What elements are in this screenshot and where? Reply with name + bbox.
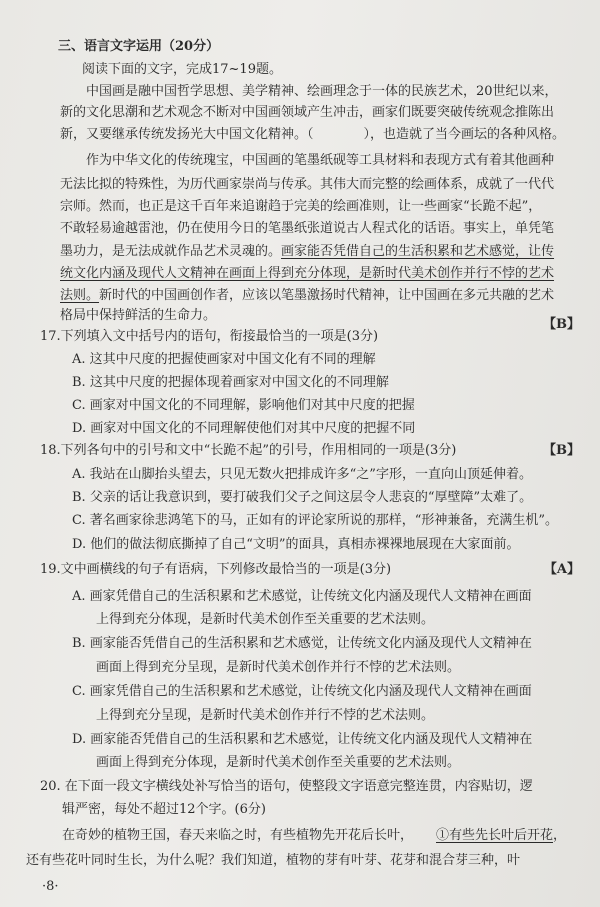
question-stem: 17.下列填入文中括号内的语句，衔接最恰当的一项是(3分) <box>40 329 379 344</box>
option-d-cont: 画面上得到充分体现，是新时代美术创作至关重要的艺术法则。 <box>96 755 461 770</box>
passage-line <box>26 852 520 870</box>
option-a: A. 这其中尺度的把握使画家对中国文化有不同的理解 <box>72 352 376 367</box>
answer-mark: 【B】 <box>543 317 580 332</box>
passage-line <box>60 243 554 261</box>
section-title: 三、语言文字运用（20分） <box>58 39 220 54</box>
passage-line: 在奇妙的植物王国，春天来临之时，有些植物先开花后长叶， <box>62 828 414 843</box>
passage-line: 格局中保持鲜活的生命力。 <box>60 308 217 323</box>
passage-text: 新时代的中国画创作者，应该以笔墨激扬时代精神，让中国画在多元共融的艺术 <box>99 288 555 303</box>
option-b: B. 这其中尺度的把握体现着画家对中国文化的不同理解 <box>72 375 389 390</box>
question-stem: 19.文中画横线的句子有语病，下列修改最恰当的一项是(3分) <box>40 562 392 577</box>
passage-line: 无法比拟的特殊性，为历代画家崇尚与传承。其伟大而完整的绘画体系，成就了一代代 <box>60 177 555 192</box>
passage-line: 宗师。然而，也正是这千百年来追谢趋于完美的绘画准则，让一些画家“长跪不起”， <box>60 199 542 214</box>
passage-line: 作为中华文化的传统瑰宝，中国画的笔墨纸砚等工具材料和表现方式有着其他画种 <box>86 153 555 168</box>
answer-mark: 【A】 <box>543 562 580 577</box>
underlined-sentence: 法则。 <box>60 288 100 303</box>
passage-text: 还有些花叶同时生长，为什么呢？我们知道，植物的芽有叶芽、花芽和混合芽三种，叶 <box>26 853 521 868</box>
passage-text: 新，又要继承传统发扬光大中国文化精神。（ <box>60 127 314 142</box>
option-c: C. 画家凭借自己的生活积累和艺术感觉，让传统文化内涵及现代人文精神在画面 <box>72 684 532 699</box>
option-d: D. 画家能否凭借自己的生活积累和艺术感觉，让传统文化内涵及现代人文精神在 <box>72 732 533 747</box>
option-d: D. 画家对中国文化的不同理解使他们对其中尺度的把握不同 <box>72 421 416 436</box>
option-a: A. 我站在山脚抬头望去，只见无数火把排成许多“之”字形，一直向山顶延伸着。 <box>72 467 532 482</box>
passage-line <box>60 287 554 305</box>
option-d: D. 他们的做法彻底撕掉了自己“文明”的面具，真相赤裸裸地展现在大家面前。 <box>72 537 520 552</box>
option-b: B. 父亲的话让我意识到，要打破我们父子之间这层令人悲哀的“厚壁障”太难了。 <box>72 490 533 505</box>
instruction: 阅读下面的文字，完成17~19题。 <box>82 62 282 77</box>
passage-line <box>60 126 565 144</box>
option-a-cont: 上得到充分体现，是新时代美术创作至关重要的艺术法则。 <box>96 612 435 627</box>
answer-blank <box>436 827 566 845</box>
filled-answer: ①有些先长叶后开花 <box>436 828 554 843</box>
option-c: C. 画家对中国文化的不同理解，影响他们对其中尺度的把握 <box>72 398 415 413</box>
answer-mark: 【B】 <box>543 443 580 458</box>
passage-text: ），也造就了当今画坛的各种风格。 <box>363 127 566 142</box>
passage-line: 中国画是融中国哲学思想、美学精神、绘画理念于一体的民族艺术，20世纪以来， <box>86 84 558 99</box>
underlined-sentence: 画家能否凭借自己的生活积累和艺术感觉，让传 <box>281 244 555 259</box>
punctuation: ， <box>553 828 567 843</box>
passage-line: 新的文化思潮和艺术观念不断对中国画领域产生冲击，画家们既要突破传统观念推陈出 <box>60 105 555 120</box>
page-number: ·8· <box>42 879 59 894</box>
underlined-sentence: 统文化内涵及现代人文精神在画面上得到充分体现，是新时代美术创作并行不悖的艺术 <box>60 266 555 281</box>
passage-line: 不敢轻易逾越雷池，仍在使用今日的笔墨纸张道说古人程式化的话语。事实上，单凭笔 <box>60 221 555 236</box>
question-stem-cont: 辑严密，每处不超过12个字。(6分) <box>62 802 266 817</box>
option-c: C. 著名画家徐悲鸿笔下的马，正如有的评论家所说的那样，“形神兼备，充满生机”。 <box>72 513 559 528</box>
passage-text: 墨功力，是无法成就作品艺术灵魂的。 <box>60 244 282 259</box>
option-a: A. 画家凭借自己的生活积累和艺术感觉，让传统文化内涵及现代人文精神在画面 <box>72 589 532 604</box>
option-b-cont: 画面上得到充分呈现，是新时代美术创作并行不悖的艺术法则。 <box>96 660 461 675</box>
question-stem: 18.下列各句中的引号和文中“长跪不起”的引号，作用相同的一项是(3分) <box>40 443 457 458</box>
option-b: B. 画家能否凭借自己的生活积累和艺术感觉，让传统文化内涵及现代人文精神在 <box>72 636 532 651</box>
question-stem: 20. 在下面一段文字横线处补写恰当的语句，使整段文字语意完整连贯，内容贴切，逻 <box>40 779 533 794</box>
option-c-cont: 上得到充分呈现，是新时代美术创作并行不悖的艺术法则。 <box>96 708 435 723</box>
